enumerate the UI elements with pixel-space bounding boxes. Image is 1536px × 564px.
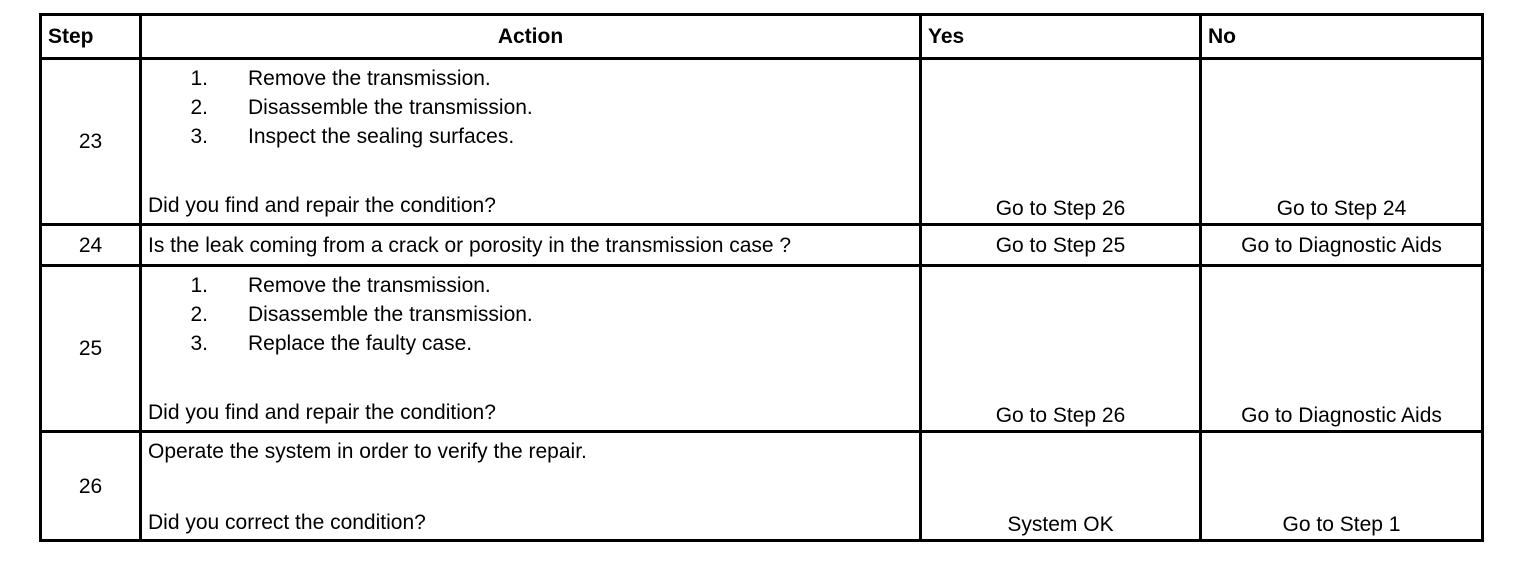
question-text: Did you find and repair the condition? (148, 401, 496, 424)
step-number: 26 (41, 432, 141, 541)
no-result: Go to Step 24 (1201, 59, 1483, 225)
action-cell (141, 432, 921, 541)
table-row (41, 225, 1483, 266)
diagnostic-table (39, 13, 1484, 542)
step-number: 24 (41, 225, 141, 266)
yes-result: Go to Step 26 (921, 59, 1201, 225)
substep-number: 3. (190, 125, 208, 148)
yes-result: System OK (921, 432, 1201, 541)
substep-list (148, 64, 913, 151)
substep-list (148, 271, 913, 358)
substep-number: 2. (190, 96, 208, 119)
substep-text: Remove the transmission. (248, 67, 491, 90)
header-no: No (1201, 15, 1483, 59)
substep-text: Replace the faulty case. (248, 332, 473, 355)
instruction-text: Operate the system in order to verify the repair. (148, 440, 587, 463)
header-yes: Yes (921, 15, 1201, 59)
no-result: Go to Step 1 (1201, 432, 1483, 541)
header-step: Step (41, 15, 141, 59)
substep-item (148, 271, 913, 300)
no-result: Go to Diagnostic Aids (1201, 266, 1483, 432)
table-row (41, 266, 1483, 432)
question-text: Is the leak coming from a crack or porosity in the transmission case ? (141, 225, 921, 266)
question-text: Did you correct the condition? (148, 511, 426, 534)
substep-item (148, 329, 913, 358)
substep-number: 3. (190, 332, 208, 355)
action-cell (141, 266, 921, 432)
action-cell (141, 59, 921, 225)
substep-item (148, 93, 913, 122)
substep-item (148, 122, 913, 151)
substep-item (148, 300, 913, 329)
no-result: Go to Diagnostic Aids (1201, 225, 1483, 266)
yes-result: Go to Step 25 (921, 225, 1201, 266)
substep-number: 1. (190, 67, 208, 90)
substep-number: 2. (190, 303, 208, 326)
yes-result: Go to Step 26 (921, 266, 1201, 432)
substep-number: 1. (190, 274, 208, 297)
question-text: Did you find and repair the condition? (148, 194, 496, 217)
substep-text: Disassemble the transmission. (248, 96, 533, 119)
header-action: Action (141, 15, 921, 59)
step-number: 23 (41, 59, 141, 225)
step-number: 25 (41, 266, 141, 432)
substep-text: Inspect the sealing surfaces. (248, 125, 515, 148)
substep-text: Remove the transmission. (248, 274, 491, 297)
table-row (41, 59, 1483, 225)
header-row (41, 15, 1483, 59)
substep-text: Disassemble the transmission. (248, 303, 533, 326)
substep-item (148, 64, 913, 93)
table-row (41, 432, 1483, 541)
